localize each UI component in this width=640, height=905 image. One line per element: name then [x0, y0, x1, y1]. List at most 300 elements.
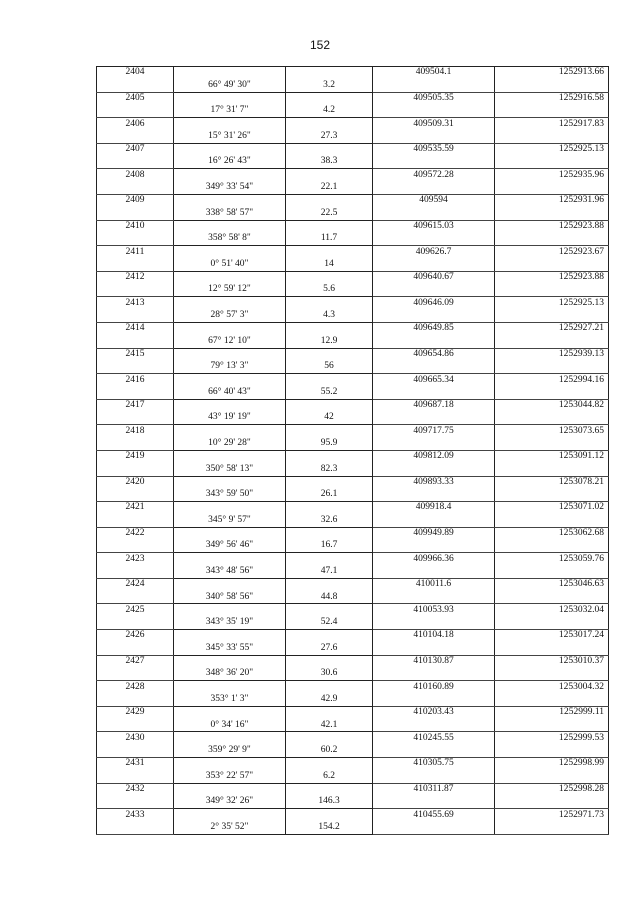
distance-cell: 95.9 [286, 438, 373, 451]
point-number-cell [97, 642, 174, 655]
point-row [97, 220, 609, 233]
bearing-cell [174, 348, 286, 361]
x-coordinate-cell [373, 796, 495, 809]
bearing-cell: 359° 29' 9" [174, 745, 286, 758]
distance-cell: 47.1 [286, 566, 373, 579]
bearing-cell: 350° 58' 13" [174, 463, 286, 476]
bearing-cell [174, 271, 286, 284]
bearing-cell [174, 246, 286, 259]
x-coordinate-cell [373, 463, 495, 476]
bearing-cell [174, 92, 286, 105]
bearing-cell [174, 220, 286, 233]
bearing-cell: 16° 26' 43" [174, 156, 286, 169]
point-row [97, 450, 609, 463]
distance-cell: 60.2 [286, 745, 373, 758]
y-coordinate-cell: 1253078.21 [495, 476, 609, 489]
y-coordinate-cell [495, 130, 609, 143]
x-coordinate-cell: 409646.09 [373, 297, 495, 310]
point-number-cell [97, 130, 174, 143]
bearing-cell: 28° 57' 3" [174, 310, 286, 323]
distance-cell [286, 783, 373, 796]
y-coordinate-cell [495, 770, 609, 783]
y-coordinate-cell: 1253032.04 [495, 604, 609, 617]
y-coordinate-cell [495, 284, 609, 297]
y-coordinate-cell: 1252927.21 [495, 322, 609, 335]
point-number-cell [97, 310, 174, 323]
distance-cell: 6.2 [286, 770, 373, 783]
bearing-cell [174, 527, 286, 540]
bearing-cell [174, 322, 286, 335]
x-coordinate-cell: 409640.67 [373, 271, 495, 284]
bearing-cell: 10° 29' 28" [174, 438, 286, 451]
bearing-cell: 66° 49' 30" [174, 79, 286, 92]
x-coordinate-cell [373, 822, 495, 835]
point-number-cell [97, 207, 174, 220]
y-coordinate-cell [495, 796, 609, 809]
y-coordinate-cell [495, 489, 609, 502]
segment-row [97, 130, 609, 143]
y-coordinate-cell: 1253004.32 [495, 681, 609, 694]
x-coordinate-cell: 409626.7 [373, 246, 495, 259]
point-row [97, 809, 609, 822]
point-row [97, 655, 609, 668]
x-coordinate-cell [373, 489, 495, 502]
distance-cell: 32.6 [286, 514, 373, 527]
point-number-cell [97, 745, 174, 758]
x-coordinate-cell [373, 770, 495, 783]
y-coordinate-cell: 1253044.82 [495, 399, 609, 412]
distance-cell [286, 348, 373, 361]
y-coordinate-cell: 1253071.02 [495, 502, 609, 515]
point-row [97, 92, 609, 105]
y-coordinate-cell [495, 412, 609, 425]
distance-cell: 42 [286, 412, 373, 425]
x-coordinate-cell: 410160.89 [373, 681, 495, 694]
segment-row [97, 233, 609, 246]
point-row [97, 732, 609, 745]
distance-cell [286, 758, 373, 771]
point-number-cell [97, 386, 174, 399]
x-coordinate-cell: 409812.09 [373, 450, 495, 463]
distance-cell: 27.3 [286, 130, 373, 143]
bearing-cell: 79° 13' 3" [174, 361, 286, 374]
x-coordinate-cell [373, 668, 495, 681]
bearing-cell [174, 399, 286, 412]
x-coordinate-cell [373, 207, 495, 220]
distance-cell: 55.2 [286, 386, 373, 399]
distance-cell [286, 681, 373, 694]
x-coordinate-cell: 410130.87 [373, 655, 495, 668]
segment-row [97, 540, 609, 553]
y-coordinate-cell: 1253073.65 [495, 425, 609, 438]
point-row [97, 67, 609, 80]
point-number-cell: 2419 [97, 450, 174, 463]
distance-cell [286, 92, 373, 105]
distance-cell: 82.3 [286, 463, 373, 476]
x-coordinate-cell: 409966.36 [373, 553, 495, 566]
distance-cell [286, 655, 373, 668]
distance-cell: 146.3 [286, 796, 373, 809]
coordinate-table-body [97, 67, 609, 835]
point-number-cell [97, 591, 174, 604]
y-coordinate-cell: 1252923.67 [495, 246, 609, 259]
y-coordinate-cell [495, 335, 609, 348]
bearing-cell [174, 143, 286, 156]
x-coordinate-cell: 409572.28 [373, 169, 495, 182]
point-number-cell: 2421 [97, 502, 174, 515]
distance-cell [286, 527, 373, 540]
x-coordinate-cell [373, 642, 495, 655]
point-number-cell: 2409 [97, 194, 174, 207]
point-row [97, 604, 609, 617]
point-number-cell [97, 182, 174, 195]
x-coordinate-cell [373, 335, 495, 348]
distance-cell: 11.7 [286, 233, 373, 246]
point-number-cell: 2422 [97, 527, 174, 540]
y-coordinate-cell [495, 207, 609, 220]
bearing-cell: 15° 31' 26" [174, 130, 286, 143]
segment-row [97, 591, 609, 604]
bearing-cell: 43° 19' 19" [174, 412, 286, 425]
distance-cell: 42.1 [286, 719, 373, 732]
x-coordinate-cell: 409949.89 [373, 527, 495, 540]
x-coordinate-cell: 409654.86 [373, 348, 495, 361]
x-coordinate-cell [373, 412, 495, 425]
bearing-cell [174, 604, 286, 617]
point-row [97, 578, 609, 591]
bearing-cell [174, 118, 286, 131]
bearing-cell: 353° 1' 3" [174, 694, 286, 707]
y-coordinate-cell [495, 79, 609, 92]
y-coordinate-cell [495, 668, 609, 681]
distance-cell [286, 322, 373, 335]
x-coordinate-cell [373, 540, 495, 553]
x-coordinate-cell: 410104.18 [373, 630, 495, 643]
bearing-cell: 343° 48' 56" [174, 566, 286, 579]
y-coordinate-cell: 1252935.96 [495, 169, 609, 182]
x-coordinate-cell: 409509.31 [373, 118, 495, 131]
point-number-cell: 2426 [97, 630, 174, 643]
point-number-cell [97, 284, 174, 297]
x-coordinate-cell [373, 694, 495, 707]
point-number-cell [97, 489, 174, 502]
point-number-cell: 2405 [97, 92, 174, 105]
point-number-cell: 2411 [97, 246, 174, 259]
x-coordinate-cell [373, 438, 495, 451]
point-number-cell [97, 796, 174, 809]
y-coordinate-cell: 1252998.99 [495, 758, 609, 771]
y-coordinate-cell: 1253062.68 [495, 527, 609, 540]
y-coordinate-cell [495, 438, 609, 451]
point-number-cell: 2431 [97, 758, 174, 771]
point-row [97, 374, 609, 387]
x-coordinate-cell [373, 156, 495, 169]
point-row [97, 758, 609, 771]
segment-row [97, 105, 609, 118]
x-coordinate-cell [373, 617, 495, 630]
distance-cell [286, 425, 373, 438]
bearing-cell: 2° 35' 52" [174, 822, 286, 835]
distance-cell: 22.5 [286, 207, 373, 220]
distance-cell [286, 809, 373, 822]
bearing-cell [174, 758, 286, 771]
point-number-cell: 2432 [97, 783, 174, 796]
y-coordinate-cell: 1252917.83 [495, 118, 609, 131]
segment-row [97, 182, 609, 195]
y-coordinate-cell [495, 540, 609, 553]
point-number-cell [97, 617, 174, 630]
distance-cell: 27.6 [286, 642, 373, 655]
bearing-cell [174, 630, 286, 643]
y-coordinate-cell: 1252925.13 [495, 297, 609, 310]
point-row [97, 476, 609, 489]
x-coordinate-cell: 409717.75 [373, 425, 495, 438]
point-row [97, 143, 609, 156]
point-row [97, 706, 609, 719]
bearing-cell: 353° 22' 57" [174, 770, 286, 783]
distance-cell [286, 476, 373, 489]
point-row [97, 399, 609, 412]
y-coordinate-cell: 1252925.13 [495, 143, 609, 156]
point-number-cell: 2420 [97, 476, 174, 489]
segment-row [97, 514, 609, 527]
distance-cell [286, 246, 373, 259]
x-coordinate-cell: 409893.33 [373, 476, 495, 489]
bearing-cell [174, 425, 286, 438]
bearing-cell [174, 681, 286, 694]
distance-cell: 154.2 [286, 822, 373, 835]
distance-cell [286, 450, 373, 463]
x-coordinate-cell: 409918.4 [373, 502, 495, 515]
segment-row [97, 284, 609, 297]
distance-cell: 44.8 [286, 591, 373, 604]
distance-cell: 5.6 [286, 284, 373, 297]
distance-cell: 26.1 [286, 489, 373, 502]
point-row [97, 527, 609, 540]
point-number-cell: 2406 [97, 118, 174, 131]
bearing-cell [174, 476, 286, 489]
point-row [97, 297, 609, 310]
bearing-cell [174, 578, 286, 591]
segment-row [97, 335, 609, 348]
segment-row [97, 822, 609, 835]
coordinate-table [96, 66, 609, 835]
y-coordinate-cell [495, 258, 609, 271]
bearing-cell: 349° 56' 46" [174, 540, 286, 553]
point-row [97, 271, 609, 284]
x-coordinate-cell: 410203.43 [373, 706, 495, 719]
x-coordinate-cell [373, 566, 495, 579]
point-number-cell [97, 233, 174, 246]
y-coordinate-cell [495, 233, 609, 246]
bearing-cell [174, 169, 286, 182]
point-number-cell [97, 694, 174, 707]
segment-row [97, 668, 609, 681]
point-number-cell [97, 361, 174, 374]
y-coordinate-cell: 1252913.66 [495, 67, 609, 80]
segment-row [97, 412, 609, 425]
point-number-cell [97, 156, 174, 169]
x-coordinate-cell: 409665.34 [373, 374, 495, 387]
segment-row [97, 796, 609, 809]
point-number-cell [97, 514, 174, 527]
bearing-cell [174, 809, 286, 822]
distance-cell: 3.2 [286, 79, 373, 92]
distance-cell [286, 143, 373, 156]
bearing-cell: 358° 58' 8" [174, 233, 286, 246]
bearing-cell: 349° 33' 54" [174, 182, 286, 195]
segment-row [97, 258, 609, 271]
distance-cell [286, 604, 373, 617]
x-coordinate-cell: 410455.69 [373, 809, 495, 822]
point-row [97, 783, 609, 796]
bearing-cell: 0° 51' 40" [174, 258, 286, 271]
y-coordinate-cell [495, 182, 609, 195]
point-row [97, 348, 609, 361]
y-coordinate-cell: 1252923.88 [495, 220, 609, 233]
x-coordinate-cell [373, 105, 495, 118]
x-coordinate-cell [373, 233, 495, 246]
bearing-cell [174, 783, 286, 796]
point-number-cell [97, 463, 174, 476]
bearing-cell: 340° 58' 56" [174, 591, 286, 604]
bearing-cell: 348° 36' 20" [174, 668, 286, 681]
point-number-cell [97, 770, 174, 783]
y-coordinate-cell [495, 822, 609, 835]
bearing-cell: 345° 9' 57" [174, 514, 286, 527]
segment-row [97, 489, 609, 502]
segment-row [97, 438, 609, 451]
y-coordinate-cell: 1253091.12 [495, 450, 609, 463]
distance-cell: 4.3 [286, 310, 373, 323]
bearing-cell: 349° 32' 26" [174, 796, 286, 809]
y-coordinate-cell: 1252939.13 [495, 348, 609, 361]
bearing-cell [174, 655, 286, 668]
x-coordinate-cell [373, 745, 495, 758]
distance-cell [286, 194, 373, 207]
bearing-cell: 66° 40' 43" [174, 386, 286, 399]
segment-row [97, 694, 609, 707]
point-row [97, 169, 609, 182]
y-coordinate-cell [495, 694, 609, 707]
bearing-cell [174, 502, 286, 515]
bearing-cell: 345° 33' 55" [174, 642, 286, 655]
point-row [97, 553, 609, 566]
distance-cell [286, 399, 373, 412]
point-number-cell: 2416 [97, 374, 174, 387]
bearing-cell [174, 297, 286, 310]
bearing-cell: 12° 59' 12" [174, 284, 286, 297]
y-coordinate-cell [495, 463, 609, 476]
distance-cell: 42.9 [286, 694, 373, 707]
x-coordinate-cell: 409649.85 [373, 322, 495, 335]
x-coordinate-cell [373, 361, 495, 374]
x-coordinate-cell: 410011.6 [373, 578, 495, 591]
distance-cell: 14 [286, 258, 373, 271]
y-coordinate-cell [495, 745, 609, 758]
x-coordinate-cell [373, 258, 495, 271]
point-number-cell [97, 335, 174, 348]
segment-row [97, 156, 609, 169]
x-coordinate-cell: 409594 [373, 194, 495, 207]
point-number-cell: 2428 [97, 681, 174, 694]
point-number-cell: 2425 [97, 604, 174, 617]
distance-cell [286, 630, 373, 643]
y-coordinate-cell [495, 642, 609, 655]
x-coordinate-cell [373, 79, 495, 92]
point-number-cell: 2413 [97, 297, 174, 310]
segment-row [97, 463, 609, 476]
point-number-cell: 2427 [97, 655, 174, 668]
x-coordinate-cell: 410245.55 [373, 732, 495, 745]
point-number-cell: 2414 [97, 322, 174, 335]
bearing-cell [174, 374, 286, 387]
bearing-cell: 338° 58' 57" [174, 207, 286, 220]
y-coordinate-cell [495, 591, 609, 604]
distance-cell: 30.6 [286, 668, 373, 681]
y-coordinate-cell: 1252999.11 [495, 706, 609, 719]
y-coordinate-cell [495, 566, 609, 579]
x-coordinate-cell: 409505.35 [373, 92, 495, 105]
distance-cell [286, 502, 373, 515]
point-number-cell [97, 719, 174, 732]
point-number-cell [97, 822, 174, 835]
point-number-cell: 2404 [97, 67, 174, 80]
segment-row [97, 617, 609, 630]
x-coordinate-cell: 409535.59 [373, 143, 495, 156]
y-coordinate-cell [495, 719, 609, 732]
y-coordinate-cell: 1252931.96 [495, 194, 609, 207]
distance-cell [286, 578, 373, 591]
bearing-cell: 343° 59' 50" [174, 489, 286, 502]
distance-cell [286, 220, 373, 233]
y-coordinate-cell [495, 310, 609, 323]
distance-cell: 16.7 [286, 540, 373, 553]
distance-cell: 22.1 [286, 182, 373, 195]
y-coordinate-cell [495, 361, 609, 374]
x-coordinate-cell [373, 719, 495, 732]
x-coordinate-cell [373, 591, 495, 604]
distance-cell [286, 271, 373, 284]
point-row [97, 681, 609, 694]
distance-cell: 56 [286, 361, 373, 374]
x-coordinate-cell: 409687.18 [373, 399, 495, 412]
distance-cell [286, 732, 373, 745]
point-number-cell: 2408 [97, 169, 174, 182]
point-number-cell [97, 668, 174, 681]
y-coordinate-cell [495, 156, 609, 169]
point-number-cell [97, 540, 174, 553]
distance-cell [286, 374, 373, 387]
y-coordinate-cell [495, 105, 609, 118]
y-coordinate-cell: 1252916.58 [495, 92, 609, 105]
point-number-cell [97, 438, 174, 451]
point-row [97, 630, 609, 643]
y-coordinate-cell [495, 617, 609, 630]
distance-cell [286, 553, 373, 566]
point-number-cell [97, 79, 174, 92]
bearing-cell [174, 67, 286, 80]
distance-cell: 4.2 [286, 105, 373, 118]
x-coordinate-cell [373, 130, 495, 143]
point-number-cell: 2407 [97, 143, 174, 156]
segment-row [97, 310, 609, 323]
x-coordinate-cell: 410053.93 [373, 604, 495, 617]
y-coordinate-cell: 1252998.28 [495, 783, 609, 796]
x-coordinate-cell [373, 310, 495, 323]
segment-row [97, 719, 609, 732]
y-coordinate-cell: 1253059.76 [495, 553, 609, 566]
